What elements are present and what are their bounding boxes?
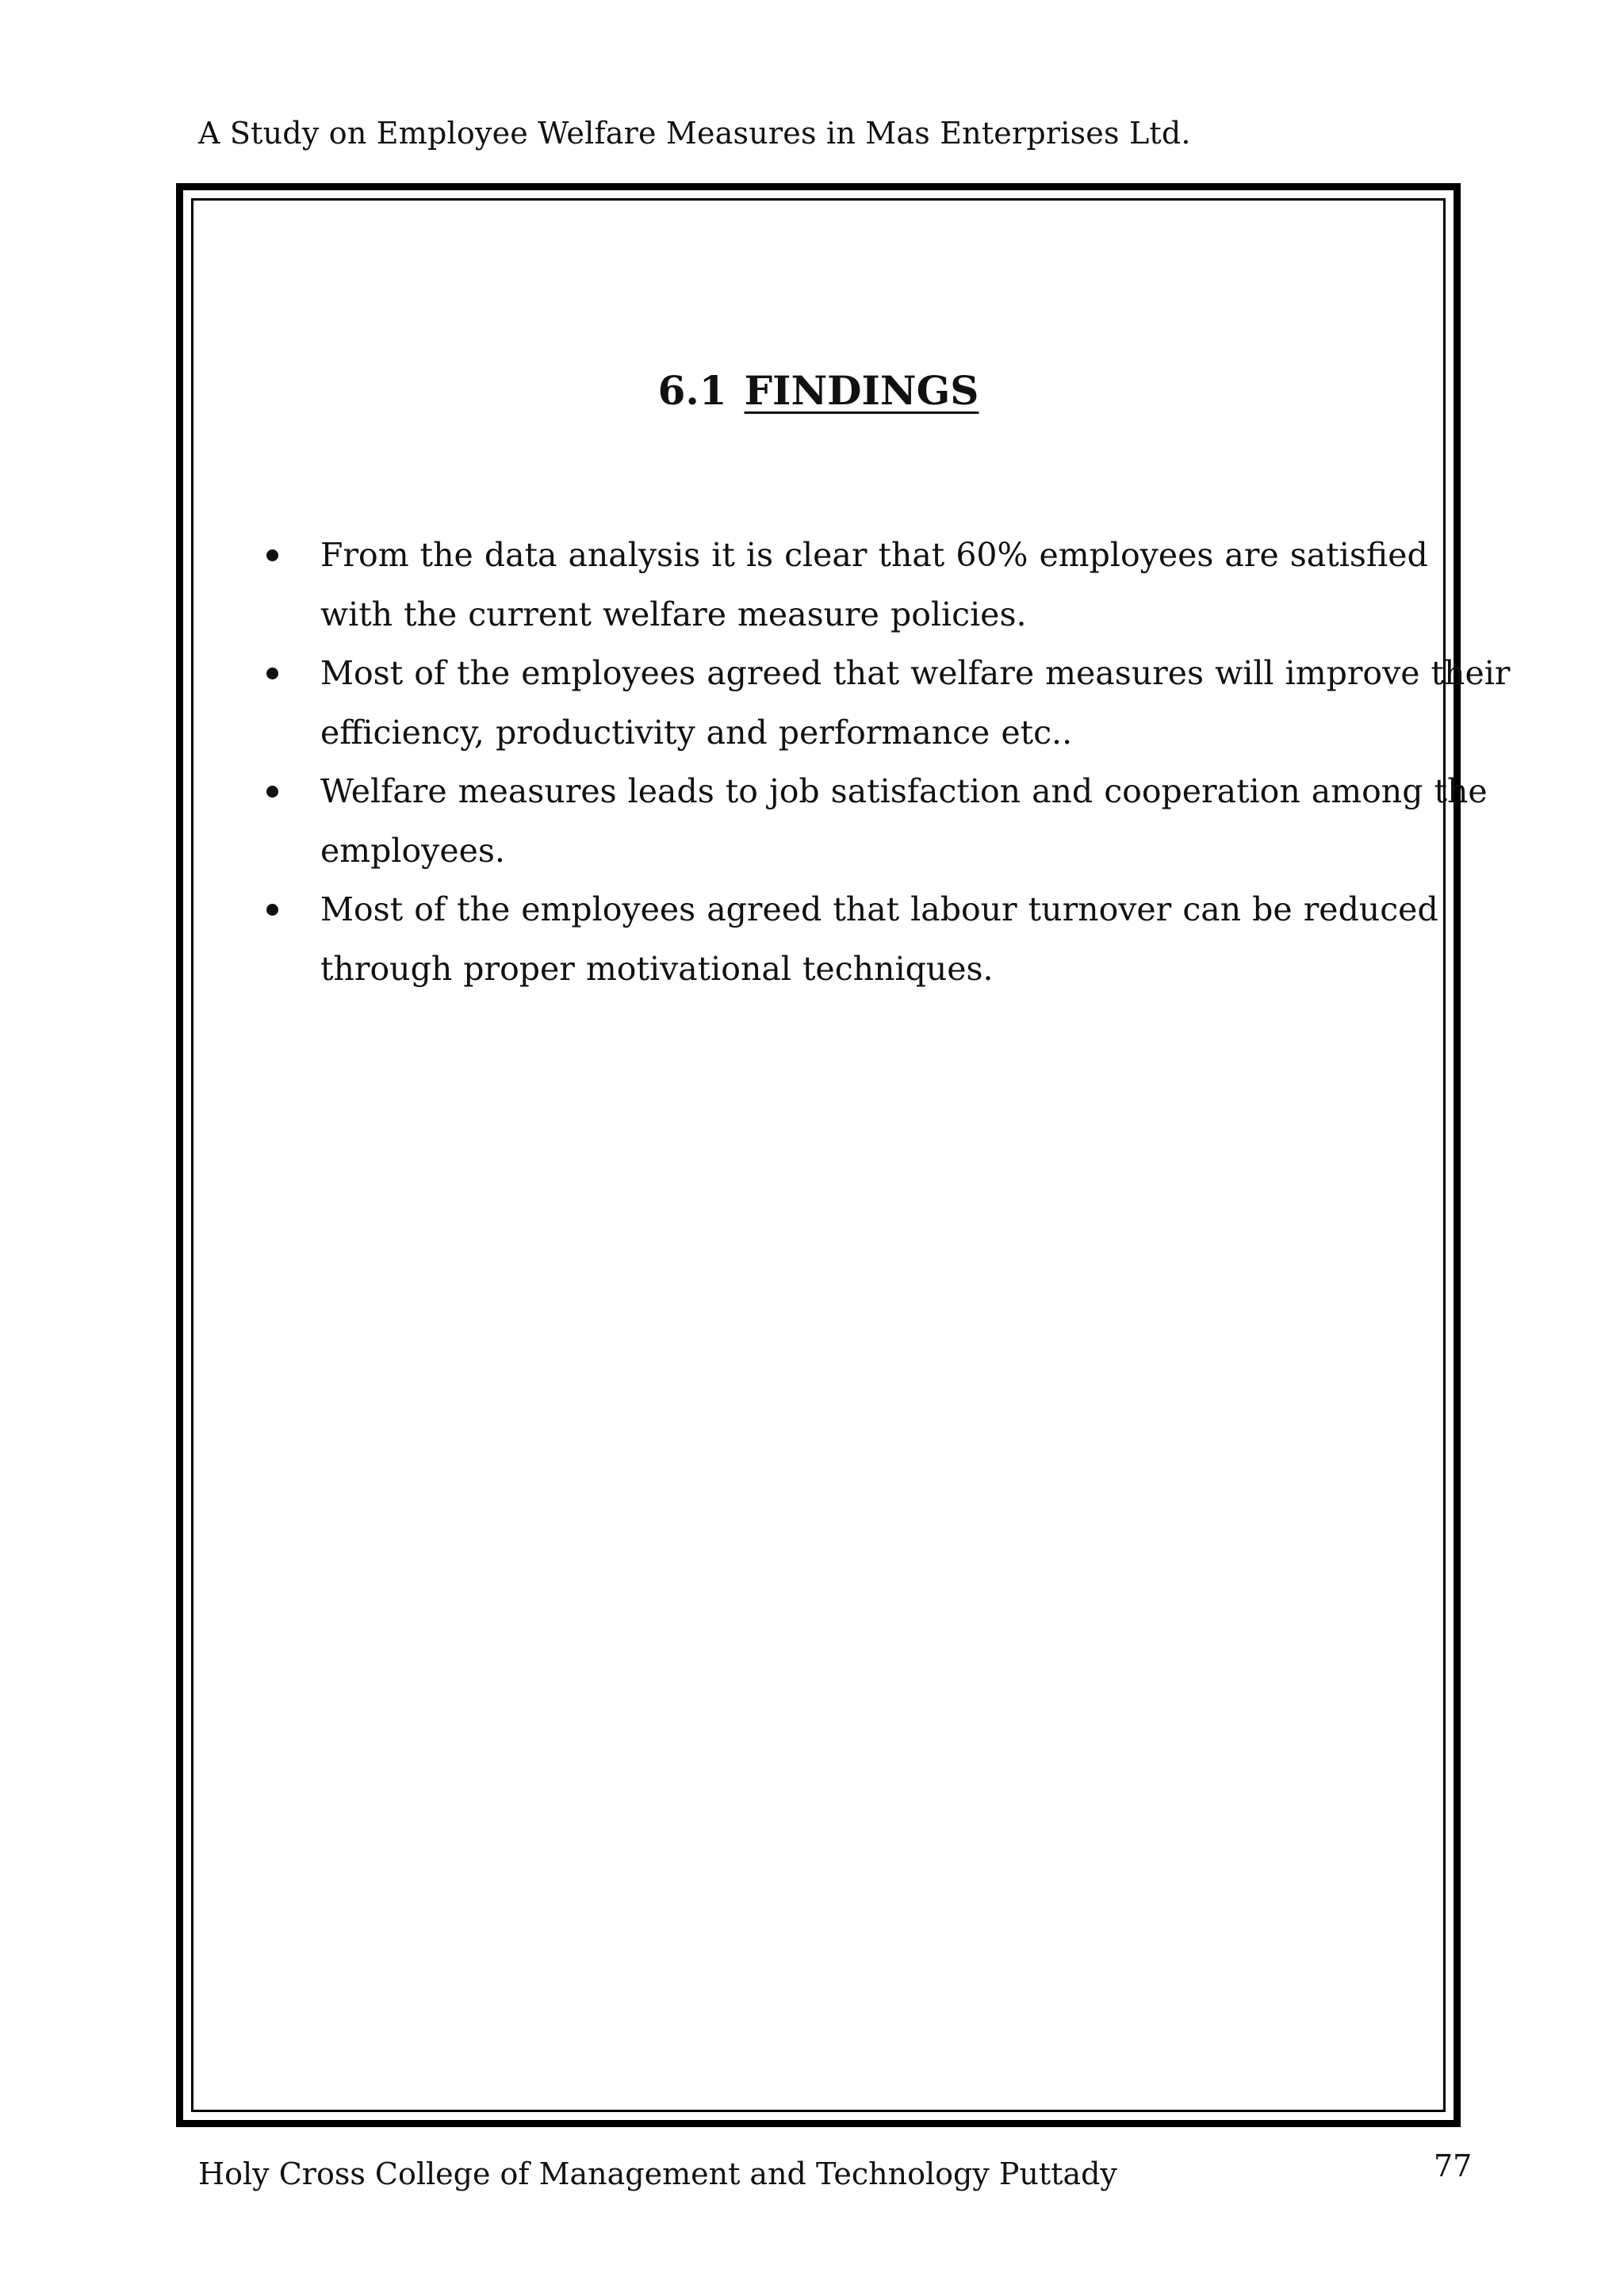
finding-line: with the current welfare measure policies.: [320, 595, 1027, 633]
finding-line: Most of the employees agreed that labour turnover can be reduced: [320, 890, 1438, 928]
bullet-icon: [266, 786, 278, 798]
running-header: A Study on Employee Welfare Measures in Mas Enterprises Ltd.: [198, 116, 1191, 151]
bullet-icon: [266, 549, 278, 561]
footer-institution: Holy Cross College of Management and Technology Puttady: [198, 2156, 1117, 2191]
page-border: [176, 183, 1511, 2127]
bullet-icon: [266, 668, 278, 679]
finding-item: [266, 762, 1488, 880]
section-title: FINDINGS: [744, 367, 979, 414]
section-number: 6.1: [657, 367, 727, 414]
finding-line: Most of the employees agreed that welfare measures will improve their: [320, 654, 1511, 692]
finding-line: employees.: [320, 831, 505, 870]
bullet-icon: [266, 904, 278, 916]
finding-line: efficiency, productivity and performance etc..: [320, 713, 1073, 752]
finding-line: Welfare measures leads to job satisfaction and cooperation among the: [320, 772, 1488, 810]
page-number: 77: [1434, 2149, 1473, 2183]
finding-line: From the data analysis it is clear that 60% employees are satisfied: [320, 536, 1428, 574]
finding-item: [266, 880, 1438, 998]
section-heading: [193, 367, 1443, 414]
findings-list: [266, 526, 1511, 998]
finding-line: through proper motivational techniques.: [320, 949, 994, 988]
finding-item: [266, 526, 1428, 644]
page-border-inner: [191, 198, 1511, 2112]
finding-item: [266, 644, 1511, 762]
